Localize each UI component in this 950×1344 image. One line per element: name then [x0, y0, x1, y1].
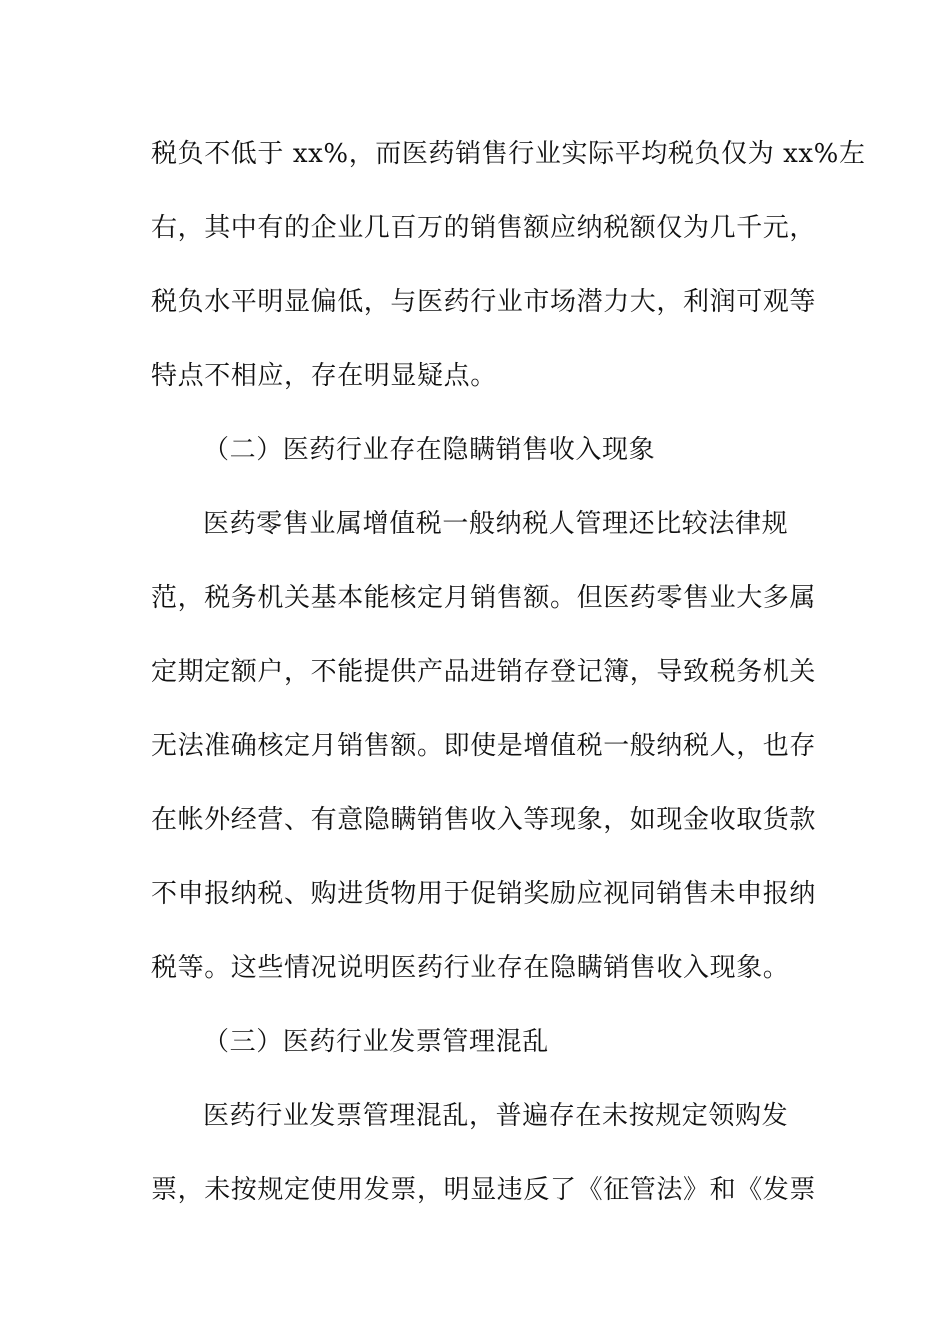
paragraph-line: 范，税务机关基本能核定月销售额。但医药零售业大多属: [151, 583, 817, 613]
paragraph-line: 税负水平明显偏低，与医药行业市场潜力大，利润可观等: [151, 287, 817, 317]
section-heading: （三）医药行业发票管理混乱: [203, 1027, 549, 1057]
paragraph-line: 票，未按规定使用发票，明显违反了《征管法》和《发票: [151, 1175, 817, 1205]
section-heading: （二）医药行业存在隐瞒销售收入现象: [203, 435, 656, 465]
paragraph-line: 医药零售业属增值税一般纳税人管理还比较法律规: [203, 509, 789, 539]
paragraph-line: 无法准确核定月销售额。即使是增值税一般纳税人，也存: [151, 731, 817, 761]
paragraph-line: 不申报纳税、购进货物用于促销奖励应视同销售未申报纳: [151, 879, 817, 909]
paragraph-line: 特点不相应，存在明显疑点。: [151, 361, 497, 391]
paragraph-line: 定期定额户，不能提供产品进销存登记簿，导致税务机关: [151, 657, 817, 687]
paragraph-line: 税等。这些情况说明医药行业存在隐瞒销售收入现象。: [151, 953, 790, 983]
paragraph-line: 税负不低于 xx%，而医药销售行业实际平均税负仅为 xx%左: [151, 139, 866, 169]
paragraph-line: 在帐外经营、有意隐瞒销售收入等现象，如现金收取货款: [151, 805, 817, 835]
paragraph-line: 医药行业发票管理混乱，普遍存在未按规定领购发: [203, 1101, 789, 1131]
paragraph-line: 右，其中有的企业几百万的销售额应纳税额仅为几千元，: [151, 213, 817, 243]
